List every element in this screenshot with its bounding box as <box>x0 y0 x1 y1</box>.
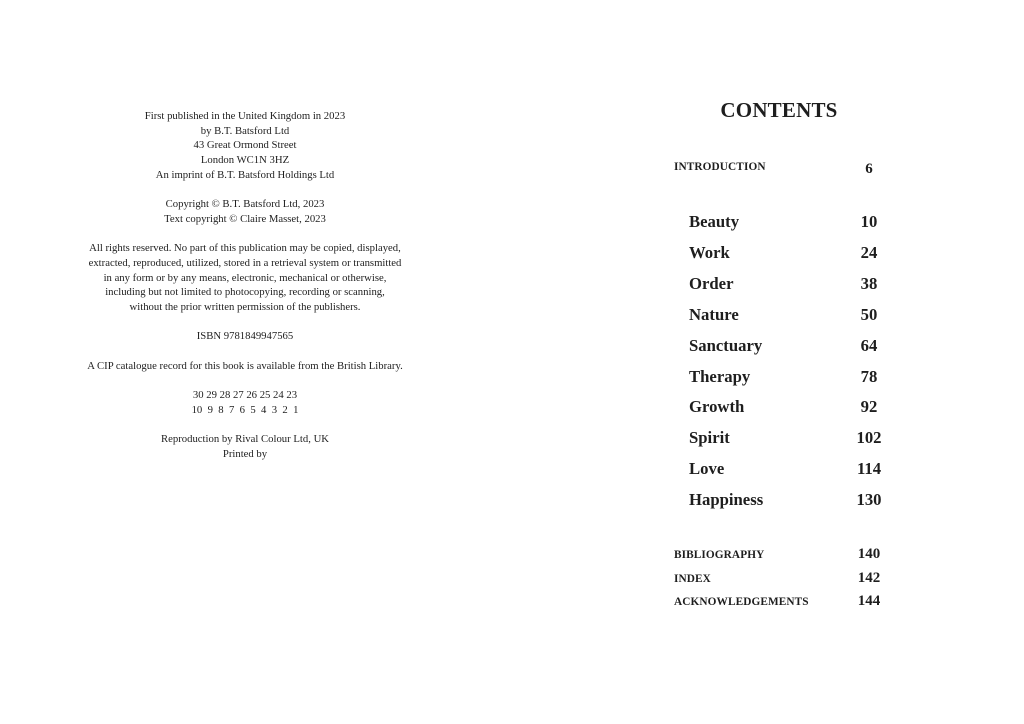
toc-chapter[interactable] <box>674 428 914 452</box>
toc-label: Nature <box>689 305 739 324</box>
rights-line: including but not limited to photocopying, recording or scanning, <box>105 286 385 299</box>
toc-chapter[interactable] <box>674 274 914 298</box>
publisher-line: London WC1N 3HZ <box>200 154 290 167</box>
toc-chapter[interactable] <box>674 459 914 483</box>
publisher-line: 43 Great Ormond Street <box>193 139 297 152</box>
toc-page-number: 140 <box>857 546 881 562</box>
rights-line: All rights reserved. No part of this publication may be copied, displayed, <box>89 242 401 255</box>
toc-bibliography[interactable] <box>674 546 914 570</box>
print-year-numbers: 30 29 28 27 26 25 24 23 <box>192 388 298 401</box>
isbn: ISBN 9781849947565 <box>196 330 294 343</box>
toc-label: Sanctuary <box>689 336 763 355</box>
toc-page-number: 130 <box>856 490 882 509</box>
rights-line: without the prior written permission of the publishers. <box>129 300 361 313</box>
cip-record: A CIP catalogue record for this book is available from the British Library. <box>87 359 403 372</box>
toc-label: Love <box>689 459 725 478</box>
toc-introduction[interactable] <box>674 161 914 185</box>
toc-chapter[interactable] <box>674 212 914 236</box>
toc-chapter[interactable] <box>674 305 914 329</box>
toc-label: Work <box>689 243 730 262</box>
rights-line: in any form or by any means, electronic, mechanical or otherwise, <box>103 271 387 284</box>
toc-label: INTRODUCTION <box>674 161 766 173</box>
copyright-line: Text copyright © Claire Masset, 2023 <box>164 212 326 225</box>
production-line: Reproduction by Rival Colour Ltd, UK <box>160 432 329 445</box>
toc-acknowledgements[interactable] <box>674 593 914 617</box>
toc-page-number: 10 <box>860 212 878 231</box>
imprint-page <box>60 109 430 476</box>
copyright-line: Copyright © B.T. Batsford Ltd, 2023 <box>165 198 325 211</box>
toc-page-number: 24 <box>860 243 878 262</box>
toc-label: Spirit <box>689 428 730 447</box>
toc-label: ACKNOWLEDGEMENTS <box>674 596 809 608</box>
production-block <box>60 432 430 461</box>
toc-page-number: 144 <box>857 593 881 609</box>
toc-label: Order <box>689 274 734 293</box>
toc-label: Happiness <box>689 490 764 509</box>
publisher-line: First published in the United Kingdom in 2023 <box>144 110 346 122</box>
rights-line: extracted, reproduced, utilized, stored in a retrieval system or transmitted <box>88 256 402 269</box>
cip-block <box>60 359 430 374</box>
toc-page-number: 38 <box>860 274 878 293</box>
toc-page-number: 142 <box>857 570 881 586</box>
publisher-block <box>60 109 430 183</box>
toc-page-number: 6 <box>865 161 873 177</box>
toc-chapter[interactable] <box>674 490 914 514</box>
toc-chapter[interactable] <box>674 336 914 360</box>
toc-label: Therapy <box>689 367 751 386</box>
toc-page-number: 64 <box>860 336 878 355</box>
isbn-block <box>60 329 430 344</box>
publisher-line: by B.T. Batsford Ltd <box>200 124 290 137</box>
publisher-line: An imprint of B.T. Batsford Holdings Ltd <box>155 168 335 181</box>
contents-page <box>674 0 914 724</box>
toc-index[interactable] <box>674 570 914 594</box>
toc-chapter[interactable] <box>674 243 914 267</box>
toc-page-number: 114 <box>856 459 882 478</box>
toc-page-number: 92 <box>860 397 878 416</box>
print-run-numbers: 10 9 8 7 6 5 4 3 2 1 <box>191 403 299 416</box>
production-line: Printed by <box>222 447 268 460</box>
toc-page-number: 50 <box>860 305 878 324</box>
toc-label: INDEX <box>674 573 711 585</box>
copyright-block <box>60 197 430 226</box>
toc-chapter[interactable] <box>674 367 914 391</box>
toc-chapter[interactable] <box>674 397 914 421</box>
print-numbers-block <box>60 388 430 417</box>
toc-page-number: 102 <box>856 428 882 447</box>
toc-label: Growth <box>689 397 745 416</box>
contents-title: CONTENTS <box>720 98 838 122</box>
toc-label: Beauty <box>689 212 740 231</box>
rights-block <box>60 241 430 315</box>
toc-page-number: 78 <box>860 367 878 386</box>
toc-label: BIBLIOGRAPHY <box>674 549 765 561</box>
